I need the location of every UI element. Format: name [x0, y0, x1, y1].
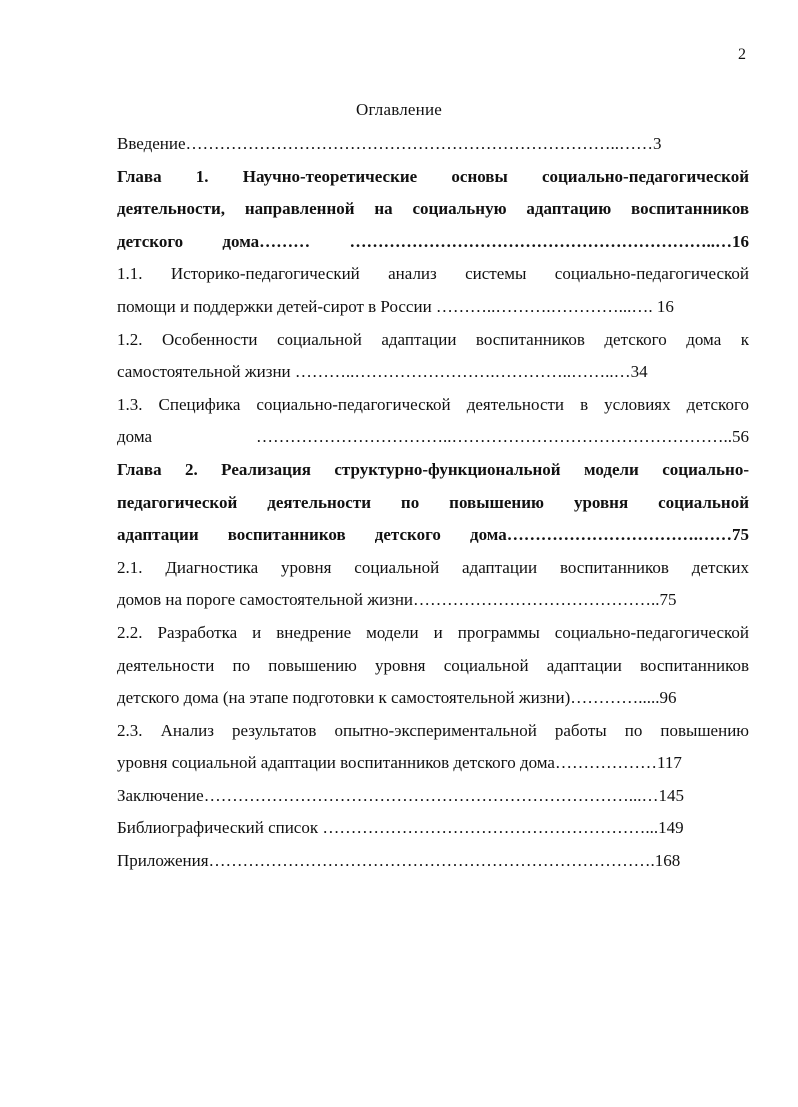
toc-entry-introduction: [117, 128, 749, 161]
toc-line: дома ……………………………..…………………………………………..56: [117, 427, 749, 447]
toc-line: Заключение…………………………………………………………………...…145: [117, 785, 684, 805]
toc-entry-chapter-2: [117, 454, 749, 552]
table-of-contents: [117, 128, 749, 878]
toc-line: 1.1. Историко-педагогический анализ системы социально-педагогической: [117, 264, 749, 284]
toc-entry-section-2-2: [117, 617, 749, 715]
toc-entry-section-1-3: [117, 389, 749, 454]
toc-line: 1.3. Специфика социально-педагогической деятельности в условиях детского: [117, 394, 749, 414]
toc-entry-section-1-2: [117, 324, 749, 389]
toc-entry-chapter-1: [117, 161, 749, 259]
toc-line: Приложения…………………………………………………………………….168: [117, 851, 681, 871]
toc-entry-section-2-1: [117, 552, 749, 617]
toc-entry-conclusion: [117, 780, 749, 813]
toc-line: 1.2. Особенности социальной адаптации воспитанников детского дома к: [117, 329, 749, 349]
toc-line: педагогической деятельности по повышению уровня социальной: [117, 492, 749, 512]
toc-entry-section-1-1: [117, 258, 749, 323]
toc-entry-bibliography: [117, 812, 749, 845]
toc-line: Глава 2. Реализация структурно-функциональной модели социально-: [117, 459, 749, 479]
toc-line: Введение…………………………………………………………………..……3: [117, 134, 662, 153]
toc-line: деятельности, направленной на социальную адаптацию воспитанников: [117, 199, 749, 219]
toc-line: уровня социальной адаптации воспитанников детского дома………………117: [117, 753, 682, 773]
toc-line: детского дома……… ………………………………………………………..…16: [117, 231, 749, 251]
toc-line: самостоятельной жизни ………..…………………….…………..……..…34: [117, 362, 648, 382]
toc-line: детского дома (на этапе подготовки к самостоятельной жизни)………….....96: [117, 688, 677, 708]
page-title: Оглавление: [356, 100, 442, 119]
toc-line: 2.3. Анализ результатов опытно-экспериментальной работы по повышению: [117, 720, 749, 740]
toc-line: деятельности по повышению уровня социальной адаптации воспитанников: [117, 655, 749, 675]
page-number: 2: [738, 46, 746, 63]
toc-entry-section-2-3: [117, 715, 749, 780]
toc-line: адаптации воспитанников детского дома…………………………….……75: [117, 525, 749, 545]
toc-entry-appendices: [117, 845, 749, 878]
toc-line: Глава 1. Научно-теоретические основы социально-педагогической: [117, 166, 749, 186]
toc-line: помощи и поддержки детей-сирот в России ………..……….…………...…. 16: [117, 296, 674, 316]
toc-line: домов на пороге самостоятельной жизни……………………………………..75: [117, 590, 677, 610]
toc-line: 2.1. Диагностика уровня социальной адаптации воспитанников детских: [117, 557, 749, 577]
toc-line: Библиографический список …………………………………………………...149: [117, 818, 684, 838]
toc-line: 2.2. Разработка и внедрение модели и программы социально-педагогической: [117, 622, 749, 642]
